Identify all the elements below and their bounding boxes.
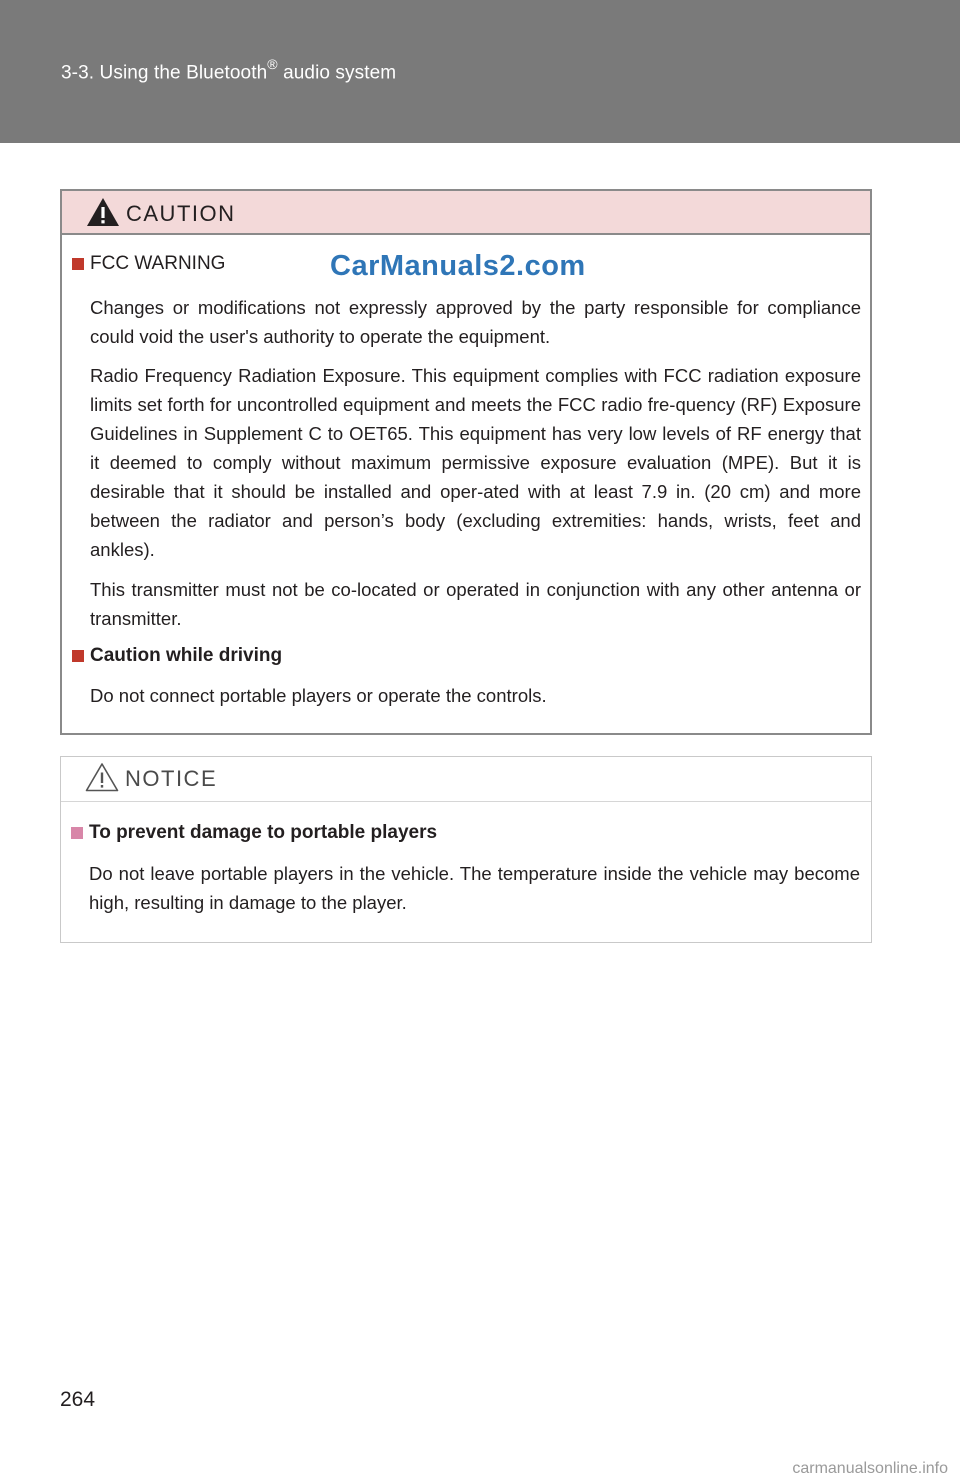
subheading-prevent-damage: To prevent damage to portable players <box>71 822 437 844</box>
registered-mark: ® <box>267 56 278 72</box>
footer-watermark[interactable]: carmanualsonline.info <box>792 1460 948 1477</box>
paragraph: Do not leave portable players in the vehicle. The temperature inside the vehicle may become high, resulting in damage to the player. <box>89 863 860 913</box>
notice-header <box>61 757 871 802</box>
paragraph: Radio Frequency Radiation Exposure. This equipment complies with FCC radiation exposure limits set forth for uncontrolled equipment and meets the FCC radio fre-quency (RF) Exposure Guidelines in Supplement C to OET65. This equipment has very low levels of RF energy that it deemed to comply without maximum permissive exposure evaluation (MPE). But it is desirable that it should be installed and oper-ated with at least 7.9 in. (20 cm) and more between the radiator and person’s body (excluding extremities: hands, wrists, feet and ankles). <box>90 365 861 560</box>
paragraph: This transmitter must not be co-located or operated in conjunction with any other antenna or transmitter. <box>90 579 861 629</box>
paragraph: Changes or modifications not expressly approved by the party responsible for compliance could void the user's authority to operate the equipment. <box>90 297 861 347</box>
section-title: 3-3. Using the Bluetooth® audio system <box>61 56 397 84</box>
caution-header <box>62 191 870 235</box>
notice-triangle-icon <box>85 762 119 792</box>
caution-label: CAUTION <box>126 201 236 226</box>
watermark[interactable]: CarManuals2.com <box>330 250 586 282</box>
warning-triangle-icon <box>86 197 120 227</box>
paragraph: Do not connect portable players or operate the controls. <box>90 685 547 706</box>
bullet-square-icon <box>72 650 84 662</box>
bullet-square-icon <box>71 827 83 839</box>
subheading-fcc-warning: FCC WARNING <box>72 253 225 275</box>
subheading-caution-while-driving: Caution while driving <box>72 645 282 667</box>
bullet-square-icon <box>72 258 84 270</box>
notice-label: NOTICE <box>125 766 218 791</box>
page-number: 264 <box>60 1388 96 1411</box>
page-header <box>0 0 960 143</box>
notice-box <box>60 756 872 943</box>
